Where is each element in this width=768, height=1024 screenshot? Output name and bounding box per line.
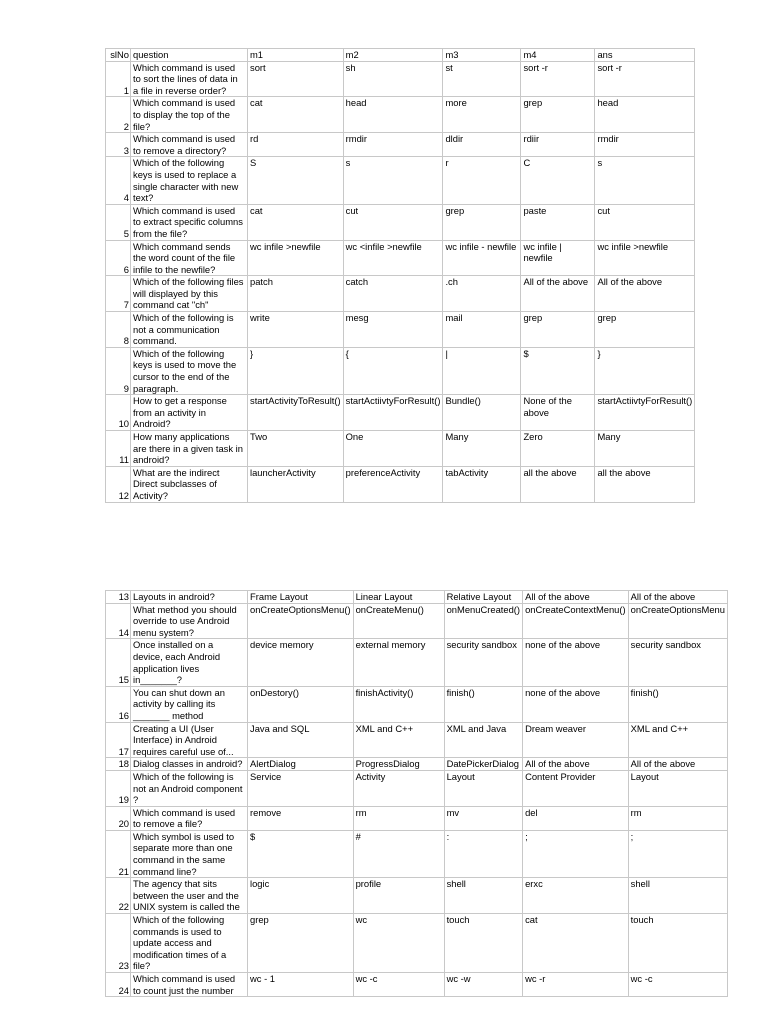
header-cell: ans — [595, 49, 695, 62]
answer-cell: s — [595, 157, 695, 204]
option-m4-cell: rdiir — [521, 133, 595, 157]
question-cell: Which of the following keys is used to move the cursor to the end of the paragraph. — [131, 347, 248, 394]
row-number: 20 — [106, 806, 131, 830]
option-m4-cell: All of the above — [521, 276, 595, 312]
question-cell: What are the indirect Direct subclasses of Activity? — [131, 466, 248, 502]
option-m3-cell: DatePickerDialog — [444, 758, 522, 771]
question-cell: Which command sends the word count of the file infile to the newfile? — [131, 240, 248, 276]
option-m2-cell: wc -c — [353, 973, 444, 997]
option-m2-cell: onCreateMenu() — [353, 603, 444, 639]
option-m4-cell: cat — [523, 914, 629, 973]
option-m2-cell: external memory — [353, 639, 444, 686]
option-m3-cell: wc infile - newfile — [443, 240, 521, 276]
option-m1-cell: device memory — [248, 639, 354, 686]
table-row — [106, 591, 728, 604]
question-cell: How many applications are there in a given task in android? — [131, 431, 248, 467]
option-m2-cell: Activity — [353, 770, 444, 806]
answer-cell: rm — [628, 806, 727, 830]
answer-cell: cut — [595, 204, 695, 240]
answer-cell: ; — [628, 830, 727, 877]
option-m3-cell: grep — [443, 204, 521, 240]
header-cell: m2 — [343, 49, 443, 62]
option-m3-cell: dldir — [443, 133, 521, 157]
table-row — [106, 240, 695, 276]
option-m4-cell: grep — [521, 97, 595, 133]
option-m2-cell: mesg — [343, 312, 443, 348]
option-m1-cell: onCreateOptionsMenu() — [248, 603, 354, 639]
answer-cell: all the above — [595, 466, 695, 502]
option-m1-cell: sort — [248, 61, 344, 97]
question-cell: Which command is used to extract specific columns from the file? — [131, 204, 248, 240]
table-row — [106, 431, 695, 467]
option-m2-cell: One — [343, 431, 443, 467]
option-m2-cell: { — [343, 347, 443, 394]
option-m1-cell: AlertDialog — [248, 758, 354, 771]
option-m1-cell: wc - 1 — [248, 973, 354, 997]
question-cell: Layouts in android? — [131, 591, 248, 604]
header-cell: m3 — [443, 49, 521, 62]
option-m1-cell: $ — [248, 830, 354, 877]
answer-cell: XML and C++ — [628, 722, 727, 758]
option-m2-cell: wc — [353, 914, 444, 973]
table-row — [106, 770, 728, 806]
option-m3-cell: Layout — [444, 770, 522, 806]
row-number: 4 — [106, 157, 131, 204]
header-cell: m1 — [248, 49, 344, 62]
option-m3-cell: more — [443, 97, 521, 133]
option-m4-cell: onCreateContextMenu() — [523, 603, 629, 639]
option-m2-cell: profile — [353, 878, 444, 914]
option-m2-cell: XML and C++ — [353, 722, 444, 758]
option-m1-cell: Two — [248, 431, 344, 467]
option-m3-cell: Relative Layout — [444, 591, 522, 604]
option-m3-cell: mail — [443, 312, 521, 348]
table-row — [106, 722, 728, 758]
answer-cell: wc infile >newfile — [595, 240, 695, 276]
option-m3-cell: mv — [444, 806, 522, 830]
row-number: 14 — [106, 603, 131, 639]
option-m3-cell: r — [443, 157, 521, 204]
option-m4-cell: Zero — [521, 431, 595, 467]
option-m1-cell: logic — [248, 878, 354, 914]
answer-cell: head — [595, 97, 695, 133]
option-m2-cell: preferenceActivity — [343, 466, 443, 502]
option-m4-cell: del — [523, 806, 629, 830]
option-m3-cell: tabActivity — [443, 466, 521, 502]
row-number: 7 — [106, 276, 131, 312]
question-cell: The agency that sits between the user and the UNIX system is called the — [131, 878, 248, 914]
option-m3-cell: : — [444, 830, 522, 877]
quiz-table-2 — [105, 590, 728, 997]
answer-cell: All of the above — [595, 276, 695, 312]
row-number: 24 — [106, 973, 131, 997]
table-row — [106, 97, 695, 133]
option-m4-cell: sort -r — [521, 61, 595, 97]
table-row — [106, 806, 728, 830]
header-cell: question — [131, 49, 248, 62]
answer-cell: All of the above — [628, 591, 727, 604]
table-row — [106, 603, 728, 639]
row-number: 5 — [106, 204, 131, 240]
question-cell: You can shut down an activity by calling its _______ method — [131, 686, 248, 722]
question-cell: Which of the following commands is used to update access and modification times of a file? — [131, 914, 248, 973]
option-m4-cell: paste — [521, 204, 595, 240]
option-m1-cell: launcherActivity — [248, 466, 344, 502]
question-cell: Which command is used to sort the lines of data in a file in reverse order? — [131, 61, 248, 97]
option-m4-cell: Content Provider — [523, 770, 629, 806]
option-m2-cell: catch — [343, 276, 443, 312]
row-number: 22 — [106, 878, 131, 914]
option-m3-cell: finish() — [444, 686, 522, 722]
row-number: 13 — [106, 591, 131, 604]
table-row — [106, 973, 728, 997]
question-cell: What method you should override to use Android menu system? — [131, 603, 248, 639]
option-m4-cell: None of the above — [521, 395, 595, 431]
question-cell: Creating a UI (User Interface) in Android requires careful use of... — [131, 722, 248, 758]
option-m1-cell: Frame Layout — [248, 591, 354, 604]
option-m3-cell: | — [443, 347, 521, 394]
option-m3-cell: shell — [444, 878, 522, 914]
option-m4-cell: $ — [521, 347, 595, 394]
header-row — [106, 49, 695, 62]
row-number: 19 — [106, 770, 131, 806]
row-number: 1 — [106, 61, 131, 97]
answer-cell: touch — [628, 914, 727, 973]
table-row — [106, 157, 695, 204]
option-m2-cell: ProgressDialog — [353, 758, 444, 771]
question-cell: Which of the following keys is used to replace a single character with new text? — [131, 157, 248, 204]
option-m2-cell: startActiivtyForResult() — [343, 395, 443, 431]
answer-cell: onCreateOptionsMenu — [628, 603, 727, 639]
option-m4-cell: grep — [521, 312, 595, 348]
question-cell: How to get a response from an activity in Android? — [131, 395, 248, 431]
table-row — [106, 686, 728, 722]
option-m1-cell: Service — [248, 770, 354, 806]
answer-cell: rmdir — [595, 133, 695, 157]
option-m1-cell: remove — [248, 806, 354, 830]
option-m3-cell: st — [443, 61, 521, 97]
row-number: 9 — [106, 347, 131, 394]
question-cell: Which of the following is not an Android component ? — [131, 770, 248, 806]
option-m4-cell: C — [521, 157, 595, 204]
question-cell: Which of the following is not a communication command. — [131, 312, 248, 348]
table-row — [106, 466, 695, 502]
option-m1-cell: rd — [248, 133, 344, 157]
option-m1-cell: cat — [248, 204, 344, 240]
row-number: 8 — [106, 312, 131, 348]
question-cell: Which command is used to display the top of the file? — [131, 97, 248, 133]
option-m2-cell: rmdir — [343, 133, 443, 157]
row-number: 10 — [106, 395, 131, 431]
option-m1-cell: } — [248, 347, 344, 394]
row-number: 15 — [106, 639, 131, 686]
option-m2-cell: Linear Layout — [353, 591, 444, 604]
option-m3-cell: Bundle() — [443, 395, 521, 431]
row-number: 16 — [106, 686, 131, 722]
option-m2-cell: finishActivity() — [353, 686, 444, 722]
option-m4-cell: all the above — [521, 466, 595, 502]
option-m4-cell: wc infile | newfile — [521, 240, 595, 276]
option-m1-cell: onDestory() — [248, 686, 354, 722]
option-m1-cell: grep — [248, 914, 354, 973]
option-m3-cell: XML and Java — [444, 722, 522, 758]
option-m1-cell: startActivityToResult() — [248, 395, 344, 431]
table-row — [106, 133, 695, 157]
header-cell: m4 — [521, 49, 595, 62]
answer-cell: finish() — [628, 686, 727, 722]
answer-cell: sort -r — [595, 61, 695, 97]
table-row — [106, 204, 695, 240]
option-m1-cell: write — [248, 312, 344, 348]
option-m4-cell: All of the above — [523, 758, 629, 771]
option-m4-cell: erxc — [523, 878, 629, 914]
answer-cell: Layout — [628, 770, 727, 806]
table-row — [106, 914, 728, 973]
quiz-table-1 — [105, 48, 695, 503]
answer-cell: shell — [628, 878, 727, 914]
option-m4-cell: none of the above — [523, 686, 629, 722]
option-m3-cell: Many — [443, 431, 521, 467]
answer-cell: startActiivtyForResult() — [595, 395, 695, 431]
option-m3-cell: touch — [444, 914, 522, 973]
option-m1-cell: S — [248, 157, 344, 204]
row-number: 11 — [106, 431, 131, 467]
table-row — [106, 276, 695, 312]
option-m4-cell: ; — [523, 830, 629, 877]
table-row — [106, 61, 695, 97]
option-m4-cell: All of the above — [523, 591, 629, 604]
option-m4-cell: none of the above — [523, 639, 629, 686]
answer-cell: } — [595, 347, 695, 394]
row-number: 2 — [106, 97, 131, 133]
question-cell: Once installed on a device, each Android application lives in_______? — [131, 639, 248, 686]
table-row — [106, 395, 695, 431]
option-m2-cell: wc <infile >newfile — [343, 240, 443, 276]
option-m3-cell: wc -w — [444, 973, 522, 997]
answer-cell: All of the above — [628, 758, 727, 771]
row-number: 3 — [106, 133, 131, 157]
option-m2-cell: # — [353, 830, 444, 877]
row-number: 12 — [106, 466, 131, 502]
option-m2-cell: rm — [353, 806, 444, 830]
question-cell: Dialog classes in android? — [131, 758, 248, 771]
table-row — [106, 830, 728, 877]
answer-cell: grep — [595, 312, 695, 348]
row-number: 23 — [106, 914, 131, 973]
option-m1-cell: Java and SQL — [248, 722, 354, 758]
row-number: 17 — [106, 722, 131, 758]
option-m1-cell: wc infile >newfile — [248, 240, 344, 276]
answer-cell: Many — [595, 431, 695, 467]
answer-cell: security sandbox — [628, 639, 727, 686]
option-m3-cell: security sandbox — [444, 639, 522, 686]
table-row — [106, 878, 728, 914]
row-number: 21 — [106, 830, 131, 877]
option-m4-cell: wc -r — [523, 973, 629, 997]
option-m3-cell: onMenuCreated() — [444, 603, 522, 639]
answer-cell: wc -c — [628, 973, 727, 997]
question-cell: Which command is used to remove a file? — [131, 806, 248, 830]
option-m2-cell: sh — [343, 61, 443, 97]
table-row — [106, 758, 728, 771]
option-m2-cell: s — [343, 157, 443, 204]
option-m2-cell: cut — [343, 204, 443, 240]
question-cell: Which command is used to remove a directory? — [131, 133, 248, 157]
question-cell: Which symbol is used to separate more than one command in the same command line? — [131, 830, 248, 877]
table-row — [106, 639, 728, 686]
option-m1-cell: patch — [248, 276, 344, 312]
header-cell: slNo — [106, 49, 131, 62]
table-row — [106, 312, 695, 348]
row-number: 18 — [106, 758, 131, 771]
question-cell: Which of the following files will displayed by this command cat "ch" — [131, 276, 248, 312]
option-m3-cell: .ch — [443, 276, 521, 312]
table-row — [106, 347, 695, 394]
question-cell: Which command is used to count just the number — [131, 973, 248, 997]
option-m4-cell: Dream weaver — [523, 722, 629, 758]
option-m1-cell: cat — [248, 97, 344, 133]
option-m2-cell: head — [343, 97, 443, 133]
row-number: 6 — [106, 240, 131, 276]
